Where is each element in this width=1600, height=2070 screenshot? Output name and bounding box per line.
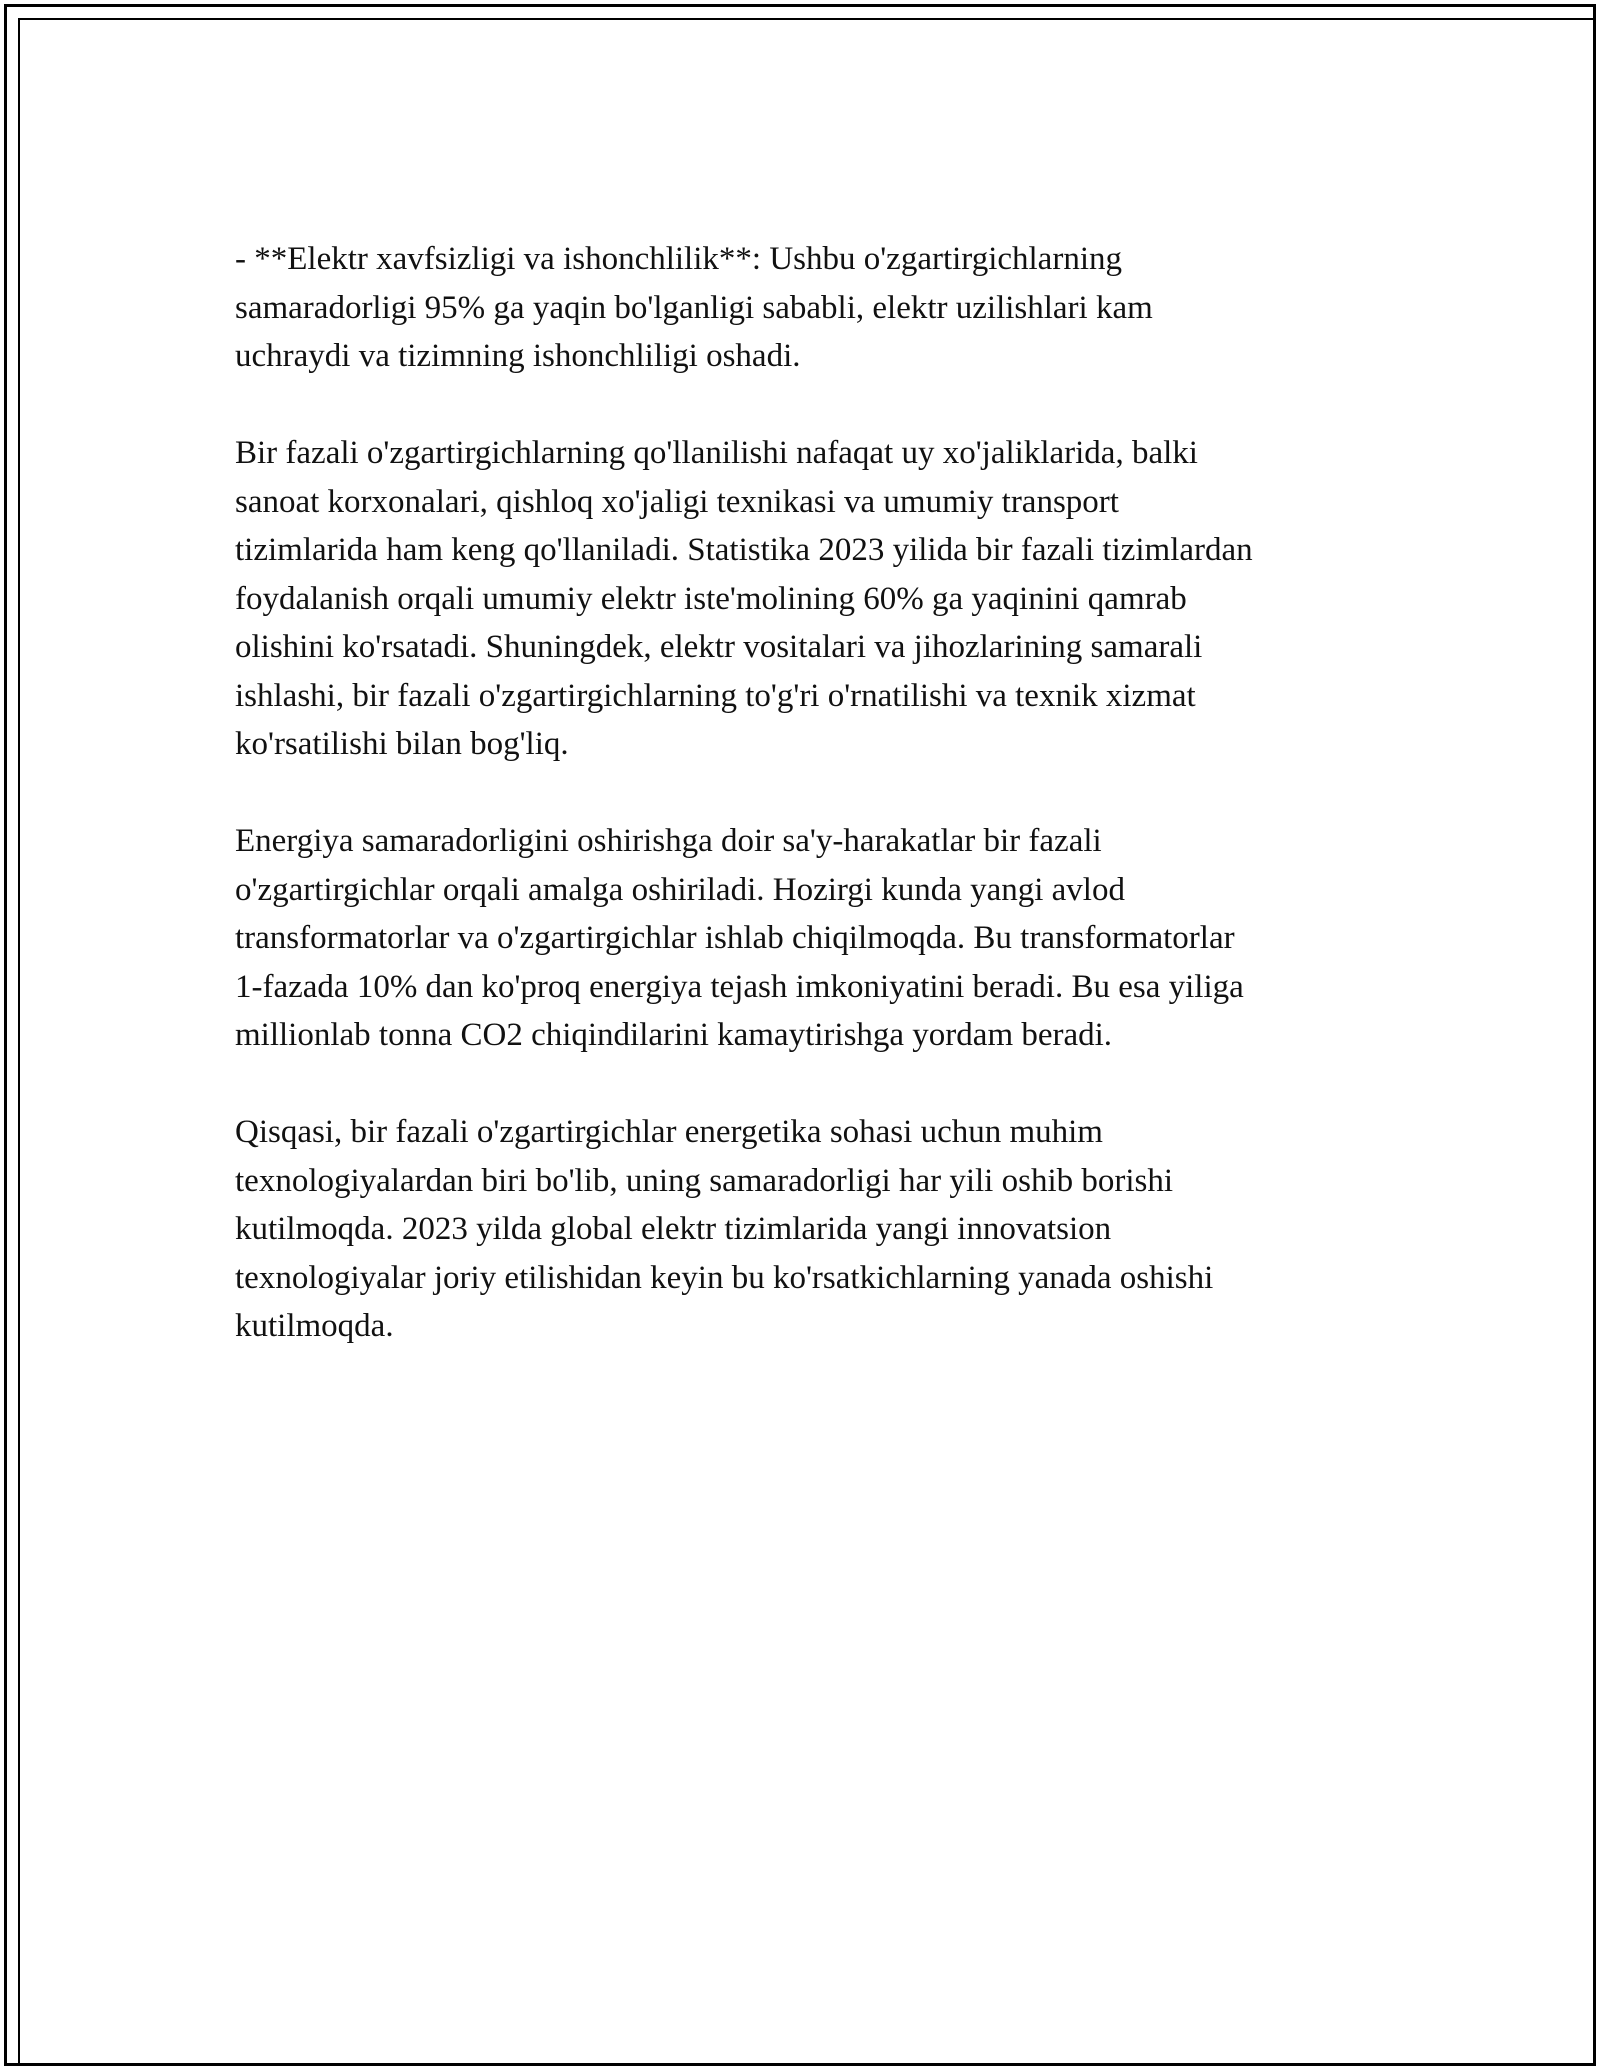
text-line: kutilmoqda. [235,1308,394,1344]
paragraph-conclusion [235,1108,1390,1351]
text-line: texnologiyalardan biri bo'lib, uning samaradorligi har yili oshib borishi [235,1162,1174,1199]
text-line: ishlashi, bir fazali o'zgartirgichlarning to'g'ri o'rnatilishi va texnik xizmat [235,677,1196,714]
text-line: transformatorlar va o'zgartirgichlar ishlab chiqilmoqda. Bu transformatorlar [235,920,1235,956]
text-line: Bir fazali o'zgartirgichlarning qo'llanilishi nafaqat uy xo'jaliklarida, balki [235,435,1198,471]
text-line: millionlab tonna CO2 chiqindilarini kamaytirishga yordam beradi. [235,1017,1113,1053]
text-line: Qisqasi, bir fazali o'zgartirgichlar energetika sohasi uchun muhim [235,1114,1103,1150]
text-line: uchraydi va tizimning ishonchliligi oshadi. [235,338,801,374]
document-body [235,235,1390,1399]
text-line: o'zgartirgichlar orqali amalga oshiriladi. Hozirgi kunda yangi avlod [235,871,1125,908]
text-line: kutilmoqda. 2023 yilda global elektr tizimlarida yangi innovatsion [235,1211,1112,1247]
text-line: tizimlarida ham keng qo'llaniladi. Statistika 2023 yilida bir fazali tizimlardan [235,532,1253,568]
paragraph-applications [235,429,1390,769]
text-line: olishini ko'rsatadi. Shuningdek, elektr vositalari va jihozlarining samarali [235,629,1203,665]
text-line: Energiya samaradorligini oshirishga doir sa'y-harakatlar bir fazali [235,823,1102,859]
text-line: ko'rsatilishi bilan bog'liq. [235,726,569,762]
text-line: foydalanish orqali umumiy elektr iste'molining 60% ga yaqinini qamrab [235,580,1187,617]
text-line: samaradorligi 95% ga yaqin bo'lganligi sababli, elektr uzilishlari kam [235,289,1153,326]
text-line: - **Elektr xavfsizligi va ishonchlilik**: Ushbu o'zgartirgichlarning [235,241,1122,277]
text-line: 1-fazada 10% dan ko'proq energiya tejash imkoniyatini beradi. Bu esa yiliga [235,968,1244,1005]
paragraph-electrical-safety [235,235,1390,381]
text-line: sanoat korxonalari, qishloq xo'jaligi texnikasi va umumiy transport [235,483,1119,520]
paragraph-energy-efficiency [235,817,1390,1060]
text-line: texnologiyalar joriy etilishidan keyin bu ko'rsatkichlarning yanada oshishi [235,1259,1214,1296]
